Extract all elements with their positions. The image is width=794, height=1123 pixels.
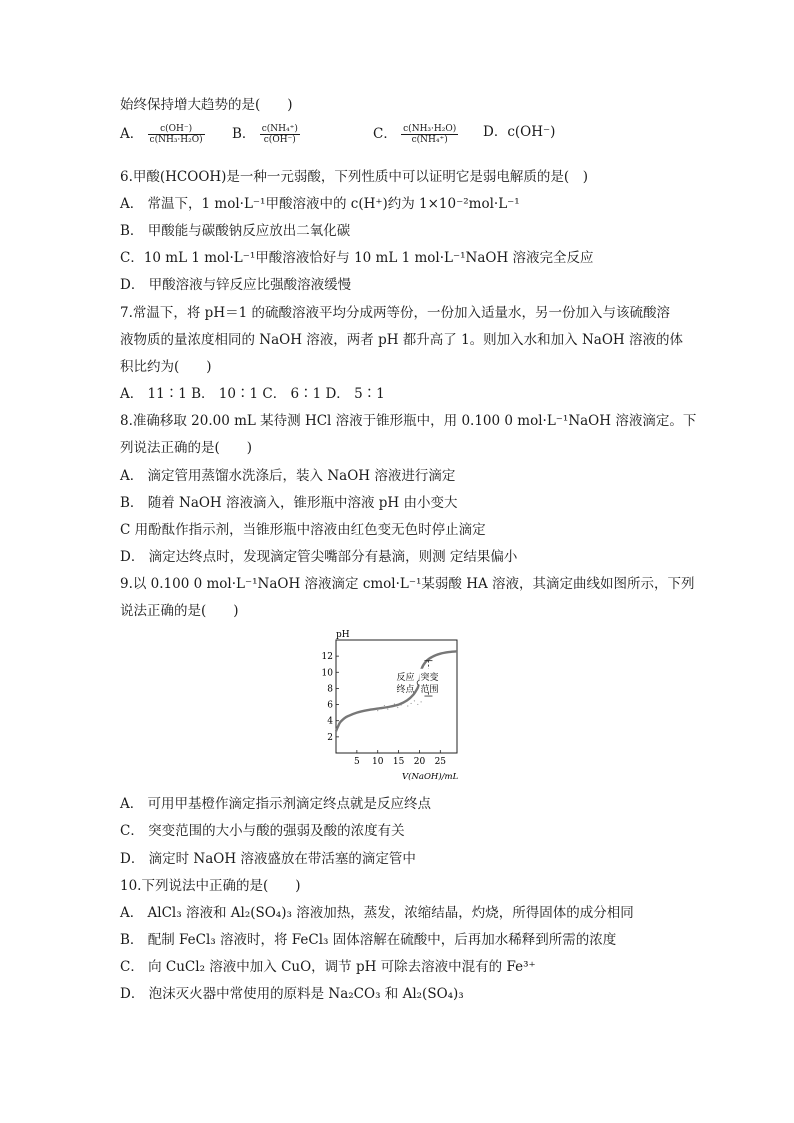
curve-texture-dot — [414, 700, 415, 701]
curve-texture-dot — [421, 701, 422, 702]
curve-texture-dot — [417, 704, 418, 705]
q7-stem-line-3: 积比约为( ) — [120, 359, 212, 375]
q9-option-a: A． 可用甲基橙作滴定指示剂滴定终点就是反应终点 — [120, 796, 432, 812]
x-axis-label: V(NaOH)/mL — [402, 772, 459, 782]
q7-stem-line-1: 7.常温下，将 pH＝1 的硫酸溶液平均分成两等份，一份加入适量水，另一份加入与该硫酸溶 — [120, 305, 670, 321]
x-tick-label: 15 — [392, 757, 405, 767]
y-tick-label: 2 — [327, 732, 333, 743]
q5-option-b: B． $\frac{\text{c(NH₄⁺)}}{c(OH^-)}$ — [232, 124, 298, 145]
x-tick-label: 25 — [434, 757, 447, 767]
q7-options: A． 11∶1 B． 10∶1 C． 6∶1 D． 5∶1 — [120, 386, 385, 402]
q5-option-d: D．c(OH⁻) — [483, 124, 556, 140]
q9-stem-line-2: 说法正确的是( ) — [120, 603, 239, 619]
q6-option-a: A． 常温下，1 mol·L⁻¹甲酸溶液中的 c(H⁺)约为 1×10⁻²mol·L⁻¹ — [120, 196, 520, 212]
q6-option-b: B． 甲酸能与碳酸钠反应放出二氧化碳 — [120, 223, 351, 239]
range-label-line-1: 突变 — [420, 672, 439, 683]
curve-texture-dot — [384, 705, 385, 706]
q8-option-c: C 用酚酞作指示剂，当锥形瓶中溶液由红色变无色时停止滴定 — [120, 522, 486, 538]
q6-stem: 6.甲酸(HCOOH)是一种一元弱酸，下列性质中可以证明它是弱电解质的是( ) — [120, 169, 588, 185]
q9-stem-line-1: 9.以 0.100 0 mol·L⁻¹NaOH 溶液滴定 cmol·L⁻¹某弱酸 HA 溶液，其滴定曲线如图所示，下列 — [120, 576, 695, 592]
range-label-line-2: 范围 — [420, 684, 439, 695]
plot-frame — [336, 640, 457, 753]
titration-curve-chart — [318, 628, 468, 783]
curve-texture-dot — [407, 705, 408, 706]
q6-option-d: D． 甲酸溶液与锌反应比强酸溶液缓慢 — [120, 277, 352, 293]
q7-stem-line-2: 液物质的量浓度相同的 NaOH 溶液，两者 pH 都升高了 1。则加入水和加入 NaOH 溶液的体 — [120, 332, 683, 348]
q9-option-d: D． 滴定时 NaOH 溶液盛放在带活塞的滴定管中 — [120, 851, 416, 867]
endpoint-label-line-1: 反应 — [396, 672, 415, 683]
fraction: $\frac{\text{c(NH₄⁺)}}{c(OH^-)}$ — [261, 124, 298, 145]
curve-texture-dot — [397, 707, 398, 708]
q5-option-a: A． $\frac{c(OH^-)}{\text{c(NH₃·H₂O)}}$ — [120, 124, 203, 145]
q5-stem-tail: 始终保持增大趋势的是( ) — [120, 97, 293, 113]
q5-option-c: C． $\frac{\text{c(NH₃·H₂O)}}{\text{c(NH₄⁺)}}$ — [373, 124, 457, 145]
fraction: $\frac{\text{c(NH₃·H₂O)}}{\text{c(NH₄⁺)}}$ — [403, 124, 457, 145]
x-tick-label: 20 — [413, 757, 426, 767]
q10-option-a: A． AlCl₃ 溶液和 Al₂(SO₄)₃ 溶液加热，蒸发，浓缩结晶，灼烧，所得固体的成分相同 — [120, 905, 634, 921]
q10-stem: 10.下列说法中正确的是( ) — [120, 878, 301, 894]
y-tick-label: 8 — [327, 684, 333, 695]
q6-option-c: C．10 mL 1 mol·L⁻¹甲酸溶液恰好与 10 mL 1 mol·L⁻¹NaOH 溶液完全反应 — [120, 250, 594, 266]
curve-texture-dot — [377, 710, 378, 711]
y-tick-label: 6 — [327, 700, 333, 711]
q8-stem-line-1: 8.准确移取 20.00 mL 某待测 HCl 溶液于锥形瓶中，用 0.100 0 mol·L⁻¹NaOH 溶液滴定。下 — [120, 413, 697, 429]
q8-option-d: D． 滴定达终点时，发现滴定管尖嘴部分有悬滴，则测 定结果偏小 — [120, 549, 518, 565]
q8-option-a: A． 滴定管用蒸馏水洗涤后，装入 NaOH 溶液进行滴定 — [120, 468, 456, 484]
q8-stem-line-2: 列说法正确的是( ) — [120, 440, 253, 456]
q10-option-b: B． 配制 FeCl₃ 溶液时，将 FeCl₃ 固体溶解在硫酸中，后再加水稀释到所需的浓度 — [120, 932, 617, 948]
y-tick-label: 12 — [321, 652, 333, 663]
endpoint-label-line-2: 终点 — [396, 684, 415, 695]
fraction: $\frac{c(OH^-)}{\text{c(NH₃·H₂O)}}$ — [149, 124, 203, 145]
curve-texture-dot — [387, 708, 388, 709]
curve-texture-dot — [411, 703, 412, 704]
y-tick-label: 4 — [327, 716, 333, 727]
q10-option-c: C． 向 CuCl₂ 溶液中加入 CuO，调节 pH 可除去溶液中混有的 Fe³⁺ — [120, 959, 536, 975]
y-tick-label: 10 — [321, 668, 333, 679]
q10-option-d: D． 泡沫灭火器中常使用的原料是 Na₂CO₃ 和 Al₂(SO₄)₃ — [120, 986, 464, 1002]
q8-option-b: B． 随着 NaOH 溶液滴入，锥形瓶中溶液 pH 由小变大 — [120, 495, 458, 511]
y-axis-label: pH — [336, 630, 350, 640]
x-tick-label: 10 — [371, 757, 384, 767]
x-tick-label: 5 — [353, 757, 360, 767]
q9-option-c: C． 突变范围的大小与酸的强弱及酸的浓度有关 — [120, 823, 405, 839]
